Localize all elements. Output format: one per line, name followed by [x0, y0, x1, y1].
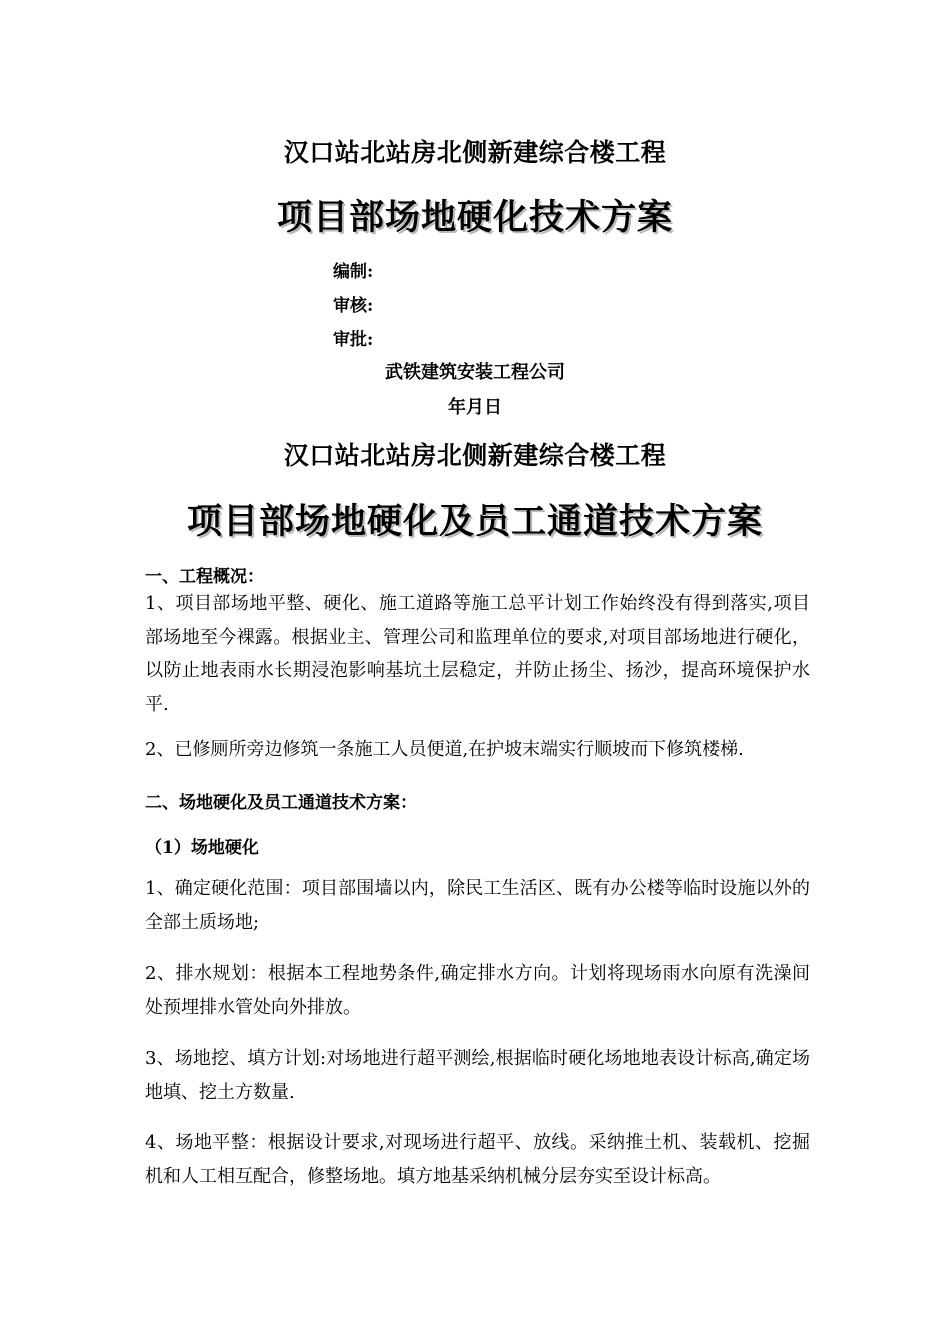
approved-by-label: 审批:	[333, 330, 374, 350]
section-1-paragraph-2: 2、已修厕所旁边修筑一条施工人员便道,在护坡末端实行顺坡而下修筑楼梯.	[145, 739, 744, 760]
company-name: 武铁建筑安装工程公司	[385, 362, 565, 383]
section-1-paragraph-1: 1、项目部场地平整、硬化、施工道路等施工总平计划工作始终没有得到落实,项目部场地至今裸露。根据业主、管理公司和监理单位的要求,对项目部场地进行硬化，以防止地表雨水长期浸泡影响基坑土层稳定，并防止扬尘、扬沙，提高环境保护水平.	[145, 593, 810, 715]
cover-document-title: 项目部场地硬化技术方案	[276, 197, 673, 238]
list-item-4: 4、场地平整：根据设计要求,对现场进行超平、放线。采纳推土机、装载机、挖掘机和人工相互配合，修整场地。填方地基采纳机械分层夯实至设计标高。	[145, 1132, 810, 1187]
subsection-1-heading: （1）场地硬化	[145, 838, 259, 858]
cover-project-name: 汉口站北站房北侧新建综合楼工程	[283, 138, 667, 167]
list-item-2: 2、排水规划：根据本工程地势条件,确定排水方向。计划将现场雨水向原有洗澡间处预埋排水管处向外排放。	[145, 963, 810, 1018]
compiled-by-label: 编制:	[333, 262, 374, 282]
section-2-heading: 二、场地硬化及员工通道技术方案：	[145, 793, 417, 813]
section-1-heading: 一、工程概况：	[145, 567, 264, 587]
reviewed-by-label: 审核:	[333, 296, 374, 316]
list-item-3: 3、场地挖、填方计划:对场地进行超平测绘,根据临时硬化场地地表设计标高,确定场地填、挖土方数量.	[145, 1048, 810, 1103]
main-document-title: 项目部场地硬化及员工通道技术方案	[186, 501, 763, 542]
date-label: 年月日	[448, 397, 502, 418]
main-project-name: 汉口站北站房北侧新建综合楼工程	[283, 441, 667, 470]
list-item-1: 1、确定硬化范围：项目部围墙以内，除民工生活区、既有办公楼等临时设施以外的全部土质场地;	[145, 878, 810, 933]
